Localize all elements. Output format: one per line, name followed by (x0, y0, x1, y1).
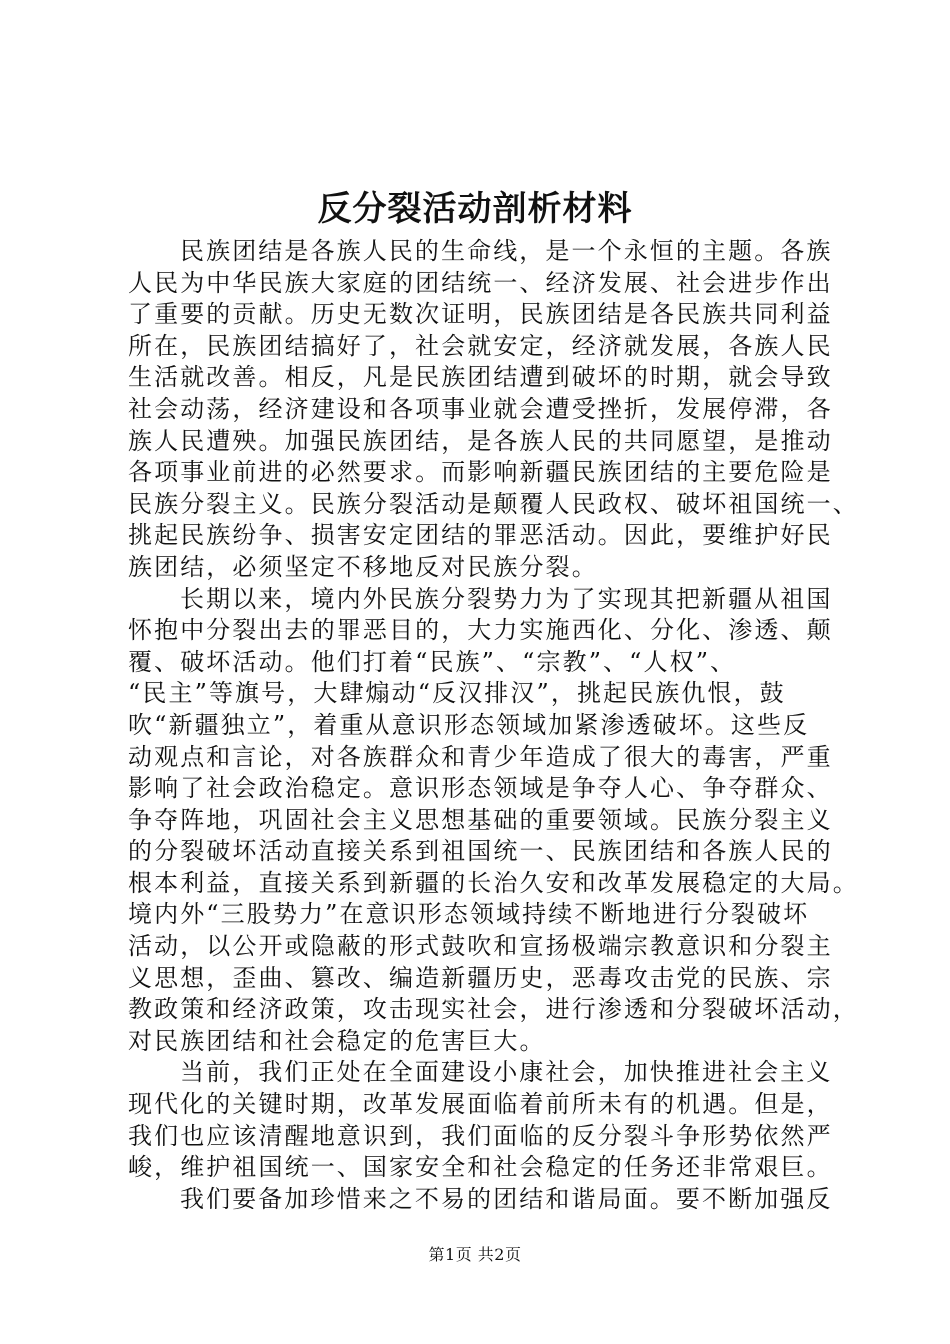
document-body (128, 236, 859, 1215)
text-line: 我们也应该清醒地意识到，我们面临的反分裂斗争形势依然严 (128, 1121, 833, 1150)
text-line: 的分裂破坏活动直接关系到祖国统一、民族团结和各族人民的 (128, 837, 833, 866)
text-line: 现代化的关键时期，改革发展面临着前所未有的机遇。但是， (128, 1090, 833, 1119)
document-title: 反分裂活动剖析材料 (317, 189, 633, 229)
text-line: “民主”等旗号，大肆煽动“反汉排汉”，挑起民族仇恨，鼓 (128, 679, 786, 708)
text-line: 活动，以公开或隐蔽的形式鼓吹和宣扬极端宗教意识和分裂主 (128, 932, 833, 961)
text-line: 教政策和经济政策，攻击现实社会，进行渗透和分裂破坏活动， (128, 995, 859, 1024)
text-line: 人民为中华民族大家庭的团结统一、经济发展、社会进步作出 (128, 268, 833, 297)
text-line: 族人民遭殃。加强民族团结，是各族人民的共同愿望，是推动 (128, 426, 833, 455)
text-line: 生活就改善。相反，凡是民族团结遭到破坏的时期，就会导致 (128, 363, 833, 392)
text-line: 了重要的贡献。历史无数次证明，民族团结是各民族共同利益 (128, 300, 833, 329)
text-line: 我们要备加珍惜来之不易的团结和谐局面。要不断加强反 (180, 1184, 833, 1213)
text-line: 境内外“三股势力”在意识形态领域持续不断地进行分裂破坏 (128, 900, 810, 929)
text-line: 覆、破坏活动。他们打着“民族”、“宗教”、“人权”、 (128, 647, 737, 676)
text-line: 挑起民族纷争、损害安定团结的罪恶活动。因此，要维护好民 (128, 521, 833, 550)
text-line: 怀抱中分裂出去的罪恶目的，大力实施西化、分化、渗透、颠 (128, 616, 833, 645)
text-line: 动观点和言论，对各族群众和青少年造成了很大的毒害，严重 (128, 742, 833, 771)
text-line: 民族团结是各族人民的生命线，是一个永恒的主题。各族 (180, 237, 833, 265)
text-line: 峻，维护祖国统一、国家安全和社会稳定的任务还非常艰巨。 (128, 1153, 833, 1182)
text-line: 所在，民族团结搞好了，社会就安定，经济就发展，各族人民 (128, 331, 833, 360)
text-line: 义思想，歪曲、篡改、编造新疆历史，恶毒攻击党的民族、宗 (128, 963, 833, 992)
text-line: 争夺阵地，巩固社会主义思想基础的重要领域。民族分裂主义 (128, 805, 833, 834)
text-line: 吹“新疆独立”，着重从意识形态领域加紧渗透破坏。这些反 (128, 710, 810, 739)
text-line: 根本利益，直接关系到新疆的长治久安和改革发展稳定的大局。 (128, 868, 859, 897)
text-line: 当前，我们正处在全面建设小康社会，加快推进社会主义 (180, 1058, 833, 1087)
text-line: 族团结，必须坚定不移地反对民族分裂。 (128, 552, 598, 581)
text-line: 对民族团结和社会稳定的危害巨大。 (128, 1026, 546, 1055)
page-footer: 第1页 共2页 (428, 1245, 522, 1264)
text-line: 社会动荡，经济建设和各项事业就会遭受挫折，发展停滞，各 (128, 394, 833, 423)
text-line: 各项事业前进的必然要求。而影响新疆民族团结的主要危险是 (128, 458, 833, 487)
text-line: 长期以来，境内外民族分裂势力为了实现其把新疆从祖国 (180, 584, 833, 613)
text-line: 民族分裂主义。民族分裂活动是颠覆人民政权、破坏祖国统一、 (128, 489, 859, 518)
text-line: 影响了社会政治稳定。意识形态领域是争夺人心、争夺群众、 (128, 774, 833, 803)
